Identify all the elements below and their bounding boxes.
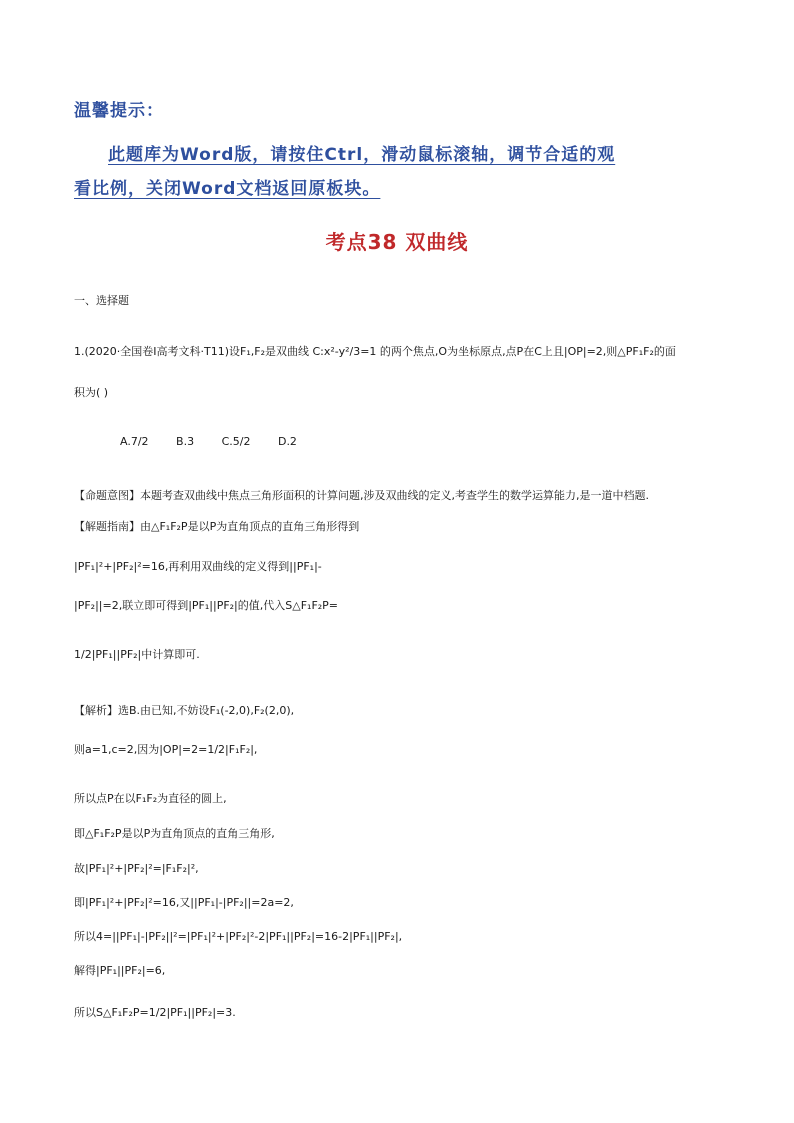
page-title: 考点38 双曲线 <box>325 230 469 254</box>
solution-line-7: 所以4=||PF₁|-|PF₂||²=|PF₁|²+|PF₂|²-2|PF₁||PF₂|=16-2|PF₁||PF₂|, <box>74 930 403 943</box>
tip-line-1: 此题库为Word版，请按住Ctrl，滑动鼠标滚轴，调节合适的观 <box>108 145 616 165</box>
option-c: C.5/2 <box>221 435 251 448</box>
section-heading: 一、选择题 <box>74 294 129 307</box>
intent-paragraph: 【命题意图】本题考查双曲线中焦点三角形面积的计算问题,涉及双曲线的定义,考查学生的数学运算能力,是一道中档题. <box>74 489 649 502</box>
solution-line-4: 即△F₁F₂P是以P为直角顶点的直角三角形, <box>74 827 275 840</box>
answer-options <box>120 435 321 448</box>
tip-body <box>74 138 724 206</box>
option-d: D.2 <box>277 435 297 448</box>
solution-line-6: 即|PF₁|²+|PF₂|²=16,又||PF₁|-|PF₂||=2a=2, <box>74 896 294 909</box>
option-a: A.7/2 <box>120 435 149 448</box>
solution-line-2: 则a=1,c=2,因为|OP|=2=1/2|F₁F₂|, <box>74 743 258 756</box>
solution-line-8: 解得|PF₁||PF₂|=6, <box>74 964 166 977</box>
tip-heading: 温馨提示： <box>74 101 164 121</box>
option-b: B.3 <box>176 435 195 448</box>
solution-line-1: 【解析】选B.由已知,不妨设F₁(-2,0),F₂(2,0), <box>74 704 295 717</box>
question-line-1: 1.(2020·全国卷Ⅰ高考文科·T11)设F₁,F₂是双曲线 C:x²-y²/3=1 的两个焦点,O为坐标原点,点P在C上且|OP|=2,则△PF₁F₂的面 <box>74 345 676 358</box>
solution-line-3: 所以点P在以F₁F₂为直径的圆上, <box>74 792 227 805</box>
guide-line-2: |PF₁|²+|PF₂|²=16,再利用双曲线的定义得到||PF₁|- <box>74 560 322 573</box>
guide-line-3: |PF₂||=2,联立即可得到|PF₁||PF₂|的值,代入S△F₁F₂P= <box>74 599 339 612</box>
solution-line-5: 故|PF₁|²+|PF₂|²=|F₁F₂|², <box>74 862 199 875</box>
guide-line-4: 1/2|PF₁||PF₂|中计算即可. <box>74 648 200 661</box>
solution-line-9: 所以S△F₁F₂P=1/2|PF₁||PF₂|=3. <box>74 1006 236 1019</box>
question-line-2: 积为( ) <box>74 386 109 399</box>
guide-line-1: 【解题指南】由△F₁F₂P是以P为直角顶点的直角三角形得到 <box>74 520 360 533</box>
tip-line-2: 看比例，关闭Word文档返回原板块。 <box>74 179 381 199</box>
